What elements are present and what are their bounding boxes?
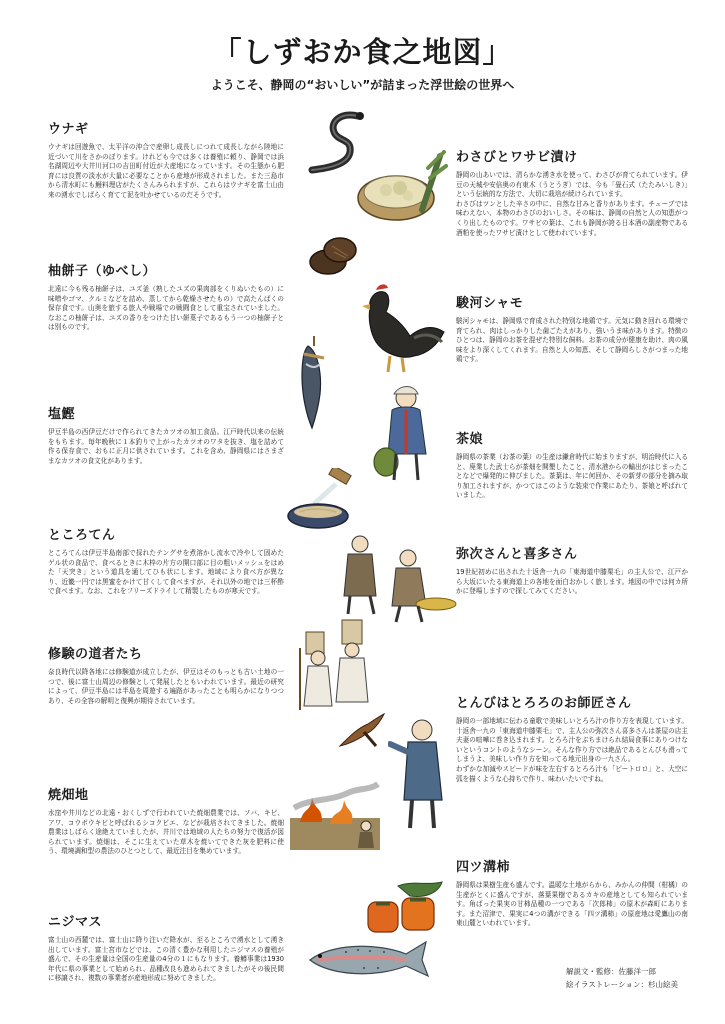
page-subtitle: ようこそ、静岡の“おいしい”が詰まった浮世絵の世界へ	[210, 78, 515, 92]
tororo-man-illustration	[388, 716, 450, 832]
entry-nijimasu	[48, 911, 284, 984]
entry-tokoroten	[48, 524, 284, 597]
entry-title: 四ツ溝柿	[456, 860, 511, 875]
entry-body: 伊豆半島の西伊豆だけで作られてきたカツオの加工食品。江戸時代以来の伝統をもちます。毎年晩秋に１本釣りで上がったカツオのワタを抜き、塩を詰めて作る保存食で、おもに正月に供されています。これを含め、静岡県にはさまざまなカツオの食文化があります。	[48, 428, 284, 465]
entry-yotsumizo	[456, 856, 688, 929]
entry-shugen	[48, 643, 284, 706]
entry-yubeshi	[48, 260, 284, 333]
entry-title: 塩鰹	[48, 407, 76, 422]
entry-wasabi	[456, 146, 688, 238]
entry-title: 駿河シャモ	[456, 296, 524, 311]
entry-title: 焼畑地	[48, 788, 89, 803]
dried-bonito-illustration	[292, 334, 336, 430]
entry-body-2: わずかな加減やスピードが味を左右するとろろ汁も「ピートロロ」と、大空に弧を描くような心持ちで作り、味わいたいですね。	[456, 764, 688, 783]
entry-shiogatsuo	[48, 403, 284, 466]
entry-title: 柚餅子（ゆべし）	[48, 264, 157, 279]
entry-body: ウナギは回遊魚で、太平洋の沖合で産卵し成長しにつれて成長しながら陸地に近づいて川をさかのぼります。けれども今では多くは養殖に頼り、静岡では浜名湖周辺や大井川河口の吉田町付近が大産地になっています。その生態から肥育には良質の淡水が大量に必要なことから産地が形成されました。また三島市から清水町にも鰻料理店がたくさんみられますが、これらはウナギを富士山由来の湧水でしばらく育てて泥を吐かせているのだそうです。	[48, 143, 284, 199]
entry-body: 水窪や井川などの北遠・おくしずで行われていた焼畑農業では、ソバ、キビ、アワ、コウボウキビと呼ばれるシコクビエ、などが栽培されてきました。焼畑農業はしばらく途絶えていましたが、井川では地域の人たちの努力で復活が図られています。焼畑は、そこに生えていた草木を焼いてできた灰を肥料に使う、環境調和型の農法のひとつとして、最近注目を集めています。	[48, 809, 284, 856]
entry-title: 弥次さんと喜多さん	[456, 547, 578, 562]
persimmon-illustration	[358, 880, 450, 942]
entry-title: 茶娘	[456, 432, 484, 447]
entry-title: ところてん	[48, 528, 116, 543]
entry-yaji	[456, 543, 688, 597]
trout-illustration	[306, 938, 432, 980]
entry-body: 北遠に今も残る柚餅子は、ユズ釜（熟したユズの果肉部をくりぬいたもの）に味噌やゴマ、クルミなどを詰め、蒸してから乾燥させたもの）で高たんぱくの保存食です。山奥を旅する旅人や戦場での戦闘食として重宝されていました。なおこの柚餅子は、ユズの香りをつけた甘い餅菓子であるもう一つの柚餅子とは別ものです。	[48, 285, 284, 332]
credits	[566, 965, 678, 991]
credit-commentary: 解説文・監修：佐藤洋一郎	[566, 967, 656, 976]
entry-yakihata	[48, 784, 284, 857]
entry-tonbi	[456, 692, 688, 784]
entry-body: 静岡の山あいでは、清らかな湧き水を使って、わさびが育てられています。伊豆の天城や安倍奥の有東木（うとうぎ）では、今も「畳石式（たたみいしき）」という伝統的な方法で、大切に栽培が続けられています。	[456, 171, 688, 199]
tea-girl-illustration	[372, 384, 438, 484]
page-title: 「しずおか食之地図」	[212, 35, 513, 69]
entry-body: 静岡県は果樹生産も盛んです。温暖な土地がらから、みかんの仲間（柑橘）の生産がとくに盛んですが、落葉果樹であるカキの産地としても知られています。角ばった果実の甘柿品種の一つである「次郎柿」の原木が森町にあります。また沼津で、果実に4つの溝ができる「四ツ溝柿」の原産地は愛鷹山の南東山麓といわれています。	[456, 881, 688, 928]
travelers-illustration	[336, 530, 458, 624]
entry-body: 駿河シャモは、静岡県で育成された特別な地鶏です。元気に動き回れる環境で育てられ、肉はしっかりした歯ごたえがあり、強いうま味があります。特徴のひとつは、静岡のお茶を混ぜた特別な飼料。お茶の成分が健康を助け、肉の風味をより深くしてくれます。自然と人の知恵、そして静岡らしさがつまった地鶏です。	[456, 317, 688, 364]
entry-title: ウナギ	[48, 122, 89, 137]
kite-bird-illustration	[336, 712, 386, 752]
yubeshi-illustration	[306, 232, 360, 280]
wasabi-basket-illustration	[356, 148, 448, 226]
entry-title: 修験の道者たち	[48, 647, 143, 662]
mountain-monks-illustration	[296, 618, 378, 714]
entry-shamo	[456, 292, 688, 365]
entry-unagi	[48, 118, 284, 201]
entry-title: とんびはとろろのお師匠さん	[456, 696, 632, 711]
entry-title: ニジマス	[48, 915, 103, 930]
entry-chamusume	[456, 428, 688, 501]
entry-body-2: わさびはツンとした辛さの中に、自然な甘みと香りがあります。チューブでは味わえない、本物のわさびのおいしさ。その味は、静岡の自然と人の知恵がつくり出したものです。ワサビの葉は、これも静岡が誇る日本酒の副産物である酒粕を使ったワサビ漬けとして使われています。	[456, 199, 688, 237]
entry-body: 奈良時代以降各地には修験道が成立したが、伊豆はそのもっとも古い土地の一つで、後に富士山周辺の修験として発展したともいわれています。最近の研究によって、伊豆半島には半島を周遊する遍路があったことも明らかになりつつあり、その全容の解明と復興が期待されています。	[48, 668, 284, 705]
entry-body: 静岡の一部地域に伝わる童歌で美味しいとろろ汁の作り方を表現しています。十返舎一九の「東海道中膝栗毛」で、主人公の弥次さん喜多さんは茶屋の店主夫妻の喧嘩に巻き込まれます。とろろ汁をぶちまけられ結局食事にありつけないというコントのようなシーン。そんな作り方では絶品であるとんびも滑ってしまうよ、美味しい作り方を知ってる地元出身の一九さん。	[456, 717, 688, 764]
rooster-illustration	[350, 282, 450, 374]
burning-field-illustration	[290, 778, 380, 850]
entry-body: ところてんは伊豆半島南部で採れたテングサを煮溶かし流水で冷やして固めたゲル状の食品で、食べるときに木枠の片方の開口部に目の粗いメッシュをはめた「天突き」という道具を通してひも状にします。地域により食べ方が異なり、近畿一円では黒蜜をかけて甘くして食べますが、それ以外の地では三杯酢で食べます。なお、これをフリーズドライして精製したものが寒天です。	[48, 549, 284, 596]
credit-illustration: 絵イラストレーション：杉山絵美	[566, 980, 678, 989]
entry-body: 19世紀初めに出された十返舎一九の「東海道中膝栗毛」の主人公で、江戸から大坂にいたる東海道上の各地を面白おかしく旅します。地図の中では何カ所かに登場しますので探してみてください。	[456, 568, 688, 596]
entry-body: 富士山の西麓では、富士山に降り注いだ降水が、至るところで湧水として湧き出しています。富士宮市などでは、この清く豊かな利用したニジマスの養殖が盛んで、その生産量は全国の生産量の4分の１にもなります。養鱒事業は1930年代に県の事業として始められ、品種改良も進められてきましたがその後民間に移譲され、複数の事業者が産地形成に努めてきました。	[48, 936, 284, 983]
entry-body: 静岡県の茶業（お茶の葉）の生産は鎌倉時代に始まりますが、明治時代に入ると、廃業した武士らが茶畑を開墾したこと、清水港からの輸出がはじまったことなどで爆発的に伸びました。茶葉は、年に何回か、その新芽の部分を摘み取り加工されますが、かつてはこのような装束で作業にあたり、茶娘と呼ばれていました。	[456, 453, 688, 500]
entry-title: わさびとワサビ漬け	[456, 150, 578, 165]
